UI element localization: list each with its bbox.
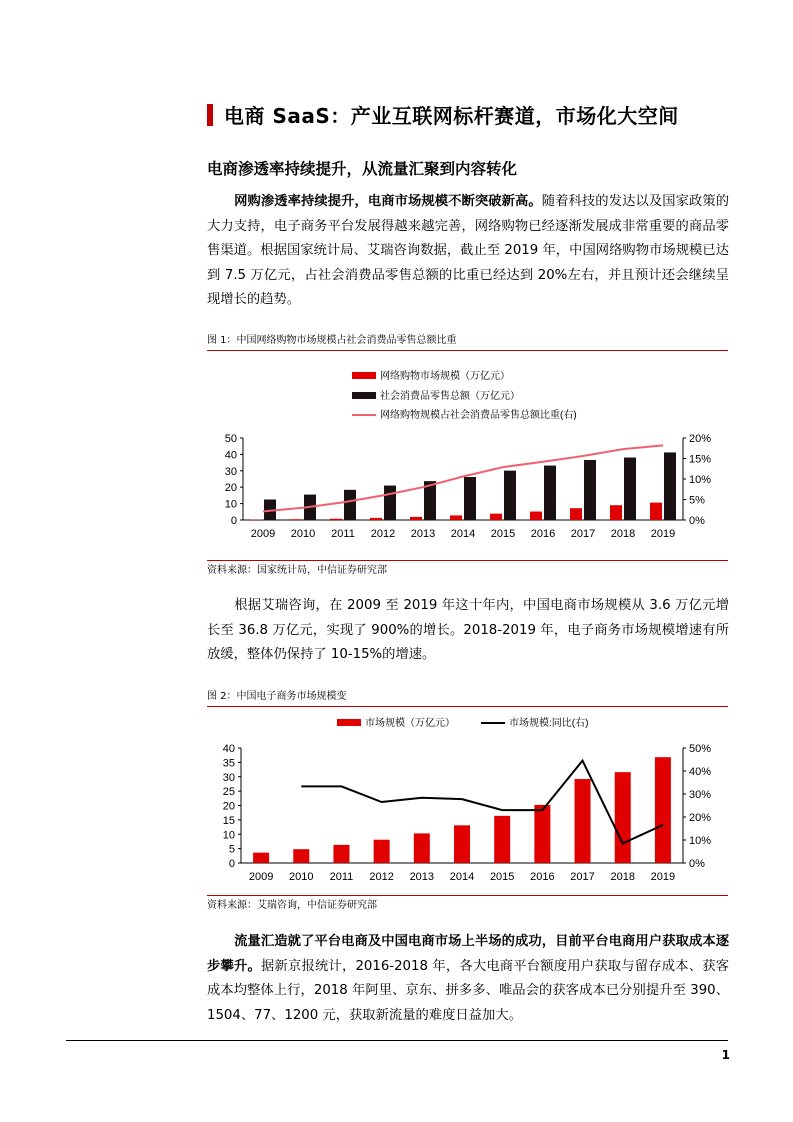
legend-label: 市场规模:同比(右) xyxy=(509,718,589,729)
x-tick-label: 2014 xyxy=(450,528,476,540)
x-tick-label: 2015 xyxy=(489,871,515,883)
bar-primary xyxy=(333,845,349,863)
y-right-tick-label: 20% xyxy=(689,812,712,824)
y-left-tick-label: 10 xyxy=(224,498,237,511)
legend-label: 网络购物规模占社会消费品零售总额比重(右) xyxy=(380,410,577,421)
y-left-tick-label: 0 xyxy=(228,858,235,870)
y-left-tick-label: 35 xyxy=(222,757,235,770)
figure-1-title: 图 1：中国网络购物市场规模占社会消费品零售总额比重 xyxy=(207,334,728,351)
bar-primary xyxy=(534,805,550,863)
bar-primary xyxy=(650,503,662,520)
y-left-tick-label: 20 xyxy=(222,800,235,813)
y-right-tick-label: 0% xyxy=(689,515,705,527)
bar-secondary xyxy=(664,452,676,520)
x-tick-label: 2014 xyxy=(449,871,475,883)
bar-primary xyxy=(494,816,510,863)
x-tick-label: 2017 xyxy=(570,871,595,883)
x-tick-label: 2012 xyxy=(370,528,396,540)
bar-primary xyxy=(655,757,671,863)
y-left-tick-label: 40 xyxy=(222,743,235,755)
figure-1-chart xyxy=(207,352,728,555)
y-left-tick-label: 0 xyxy=(230,515,237,527)
bar-secondary xyxy=(584,460,596,520)
section-title: 电商 SaaS：产业互联网标杆赛道，市场化大空间 xyxy=(224,104,679,128)
bar-primary xyxy=(253,853,269,863)
legend-label: 网络购物市场规模（万亿元） xyxy=(380,371,510,382)
y-right-tick-label: 40% xyxy=(689,766,712,778)
bar-primary xyxy=(410,517,422,520)
y-right-tick-label: 20% xyxy=(689,433,712,445)
paragraph-3 xyxy=(207,930,729,1028)
paragraph-1 xyxy=(207,190,729,313)
x-tick-label: 2011 xyxy=(329,871,354,883)
x-tick-label: 2009 xyxy=(248,871,274,883)
x-tick-label: 2013 xyxy=(410,528,436,540)
bar-secondary xyxy=(464,477,476,520)
bar-primary xyxy=(374,840,390,863)
bar-secondary xyxy=(344,490,356,520)
y-left-tick-label: 25 xyxy=(222,786,235,799)
y-right-tick-label: 10% xyxy=(689,474,712,486)
y-right-tick-label: 15% xyxy=(689,453,712,466)
bar-primary xyxy=(530,512,542,520)
bar-primary xyxy=(293,849,309,863)
footer-divider xyxy=(66,1040,728,1041)
x-tick-label: 2019 xyxy=(650,871,676,883)
x-tick-label: 2019 xyxy=(650,528,676,540)
page-number: 1 xyxy=(721,1048,730,1062)
y-right-tick-label: 5% xyxy=(689,494,705,507)
x-tick-label: 2012 xyxy=(369,871,394,883)
y-left-tick-label: 5 xyxy=(228,843,235,856)
paragraph-3-body: 据新京报统计，2016-2018 年，各大电商平台额度用户获取与留存成本、获客成本均整体上行，2018 年阿里、京东、拼多多、唯品会的获客成本已分别提升至 390、1504、77、1200 元，获取新流量的难度日益加大。 xyxy=(207,958,730,1023)
bar-secondary xyxy=(624,458,636,520)
section-accent-bar xyxy=(207,104,213,126)
legend-swatch xyxy=(352,392,376,399)
bar-primary xyxy=(490,514,502,520)
paragraph-1-body: 随着科技的发达以及国家政策的大力支持，电子商务平台发展得越来越完善，网络购物已经逐渐发展成非常重要的商品零售渠道。根据国家统计局、艾瑞咨询数据，截止至 2019 年，中国网络购物市场规模已达到 7.5 万亿元，占社会消费品零售总额的比重已经达到 20%左右，并且预计还会继续呈现增长的趋势。 xyxy=(207,194,730,307)
x-tick-label: 2015 xyxy=(490,528,516,540)
paragraph-1-lead: 网购渗透率持续提升，电商市场规模不断突破新高。 xyxy=(234,194,542,209)
legend-label: 社会消费品零售总额（万亿元） xyxy=(380,391,520,402)
sub-heading: 电商渗透率持续提升，从流量汇聚到内容转化 xyxy=(207,160,518,178)
y-right-tick-label: 50% xyxy=(689,743,712,755)
bar-primary xyxy=(450,515,462,520)
legend-swatch xyxy=(337,719,361,726)
x-tick-label: 2011 xyxy=(331,528,355,540)
bar-secondary xyxy=(544,466,556,520)
x-tick-label: 2013 xyxy=(409,871,435,883)
bar-primary xyxy=(330,519,342,520)
y-right-tick-label: 30% xyxy=(689,789,712,801)
legend-swatch xyxy=(352,372,376,379)
bar-primary xyxy=(570,508,582,520)
bar-primary xyxy=(610,505,622,520)
bar-primary xyxy=(615,772,631,863)
x-tick-label: 2010 xyxy=(289,871,314,883)
series-line xyxy=(301,761,663,844)
legend-label: 市场规模（万亿元） xyxy=(365,718,455,729)
bar-primary xyxy=(290,519,302,520)
y-left-tick-label: 10 xyxy=(222,829,235,842)
bar-primary xyxy=(414,833,430,863)
figure-2-title: 图 2：中国电子商务市场规模变 xyxy=(207,690,728,707)
y-left-tick-label: 30 xyxy=(224,465,237,478)
y-right-tick-label: 0% xyxy=(689,858,705,870)
y-left-tick-label: 40 xyxy=(224,449,237,462)
x-tick-label: 2018 xyxy=(610,871,635,883)
paragraph-2-body: 根据艾瑞咨询，在 2009 至 2019 年这十年内，中国电商市场规模从 3.6 万亿元增长至 36.8 万亿元，实现了 900%的增长。2018-2019 年，电子商务市场规模增速有所放缓，整体仍保持了 10-15%的增速。 xyxy=(207,598,729,662)
bar-secondary xyxy=(384,486,396,520)
figure-1-source: 资料来源：国家统计局，中信证券研究部 xyxy=(207,560,728,578)
bar-primary xyxy=(454,825,470,863)
y-left-tick-label: 50 xyxy=(224,433,237,445)
x-tick-label: 2017 xyxy=(570,528,596,540)
bar-secondary xyxy=(504,471,516,520)
figure-2-source: 资料来源：艾瑞咨询，中信证券研究部 xyxy=(207,895,728,913)
y-right-tick-label: 10% xyxy=(689,835,712,847)
y-left-tick-label: 30 xyxy=(222,771,235,784)
x-tick-label: 2016 xyxy=(530,528,556,540)
figure-2-chart xyxy=(207,708,728,891)
x-tick-label: 2010 xyxy=(290,528,316,540)
y-left-tick-label: 15 xyxy=(222,814,235,827)
x-tick-label: 2016 xyxy=(530,871,555,883)
series-line xyxy=(263,445,663,511)
y-left-tick-label: 20 xyxy=(224,482,237,495)
paragraph-2 xyxy=(207,594,729,668)
paragraph-3-lead: 流量汇造就了平台电商及中国电商市场上半场的成功，目前平台电商用户获取成本逐步攀升。 xyxy=(207,934,729,974)
bar-primary xyxy=(575,779,591,863)
bar-primary xyxy=(370,518,382,520)
x-tick-label: 2018 xyxy=(610,528,636,540)
x-tick-label: 2009 xyxy=(250,528,276,540)
